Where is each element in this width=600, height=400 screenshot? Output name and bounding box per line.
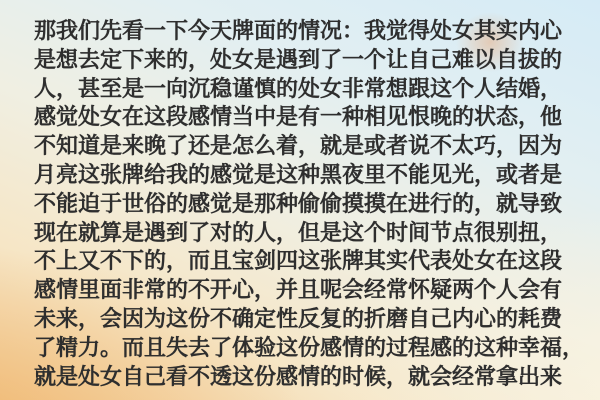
text-line: 就是处女自己看不透这份感情的时候，就会经常拿出来 [34,363,563,389]
text-line: 不知道是来晚了还是怎么着，就是或者说不太巧，因为 [34,133,563,159]
text-line: 不能迫于世俗的感觉是那种偷偷摸摸在进行的，就导致 [34,190,563,216]
text-line: 那我们先看一下今天牌面的情况：我觉得处女其实内心 [34,18,563,43]
text-line: 感觉处女在这段感情当中是有一种相见恨晚的状态，他 [34,104,563,130]
text-line: 未来，会因为这份不确定性反复的折磨自己内心的耗费 [34,305,563,331]
text-line: 现在就算是遇到了对的人，但是这个时间节点很别扭， [34,219,563,245]
tarot-reading-paragraph [34,17,590,391]
text-line: 人，甚至是一向沉稳谨慎的处女非常想跟这个人结婚， [34,75,563,101]
text-line: 不上又不下的，而且宝剑四这张牌其实代表处女在这段 [34,248,563,274]
text-line: 月亮这张牌给我的感觉是这种黑夜里不能见光，或者是 [34,161,563,187]
text-line: 是想去定下来的，处女是遇到了一个让自己难以自拔的 [34,46,563,72]
text-line: 感情里面非常的不开心，并且呢会经常怀疑两个人会有 [34,277,563,303]
text-line: 了精力。而且失去了体验这份感情的过程感的这种幸福， [34,334,585,360]
